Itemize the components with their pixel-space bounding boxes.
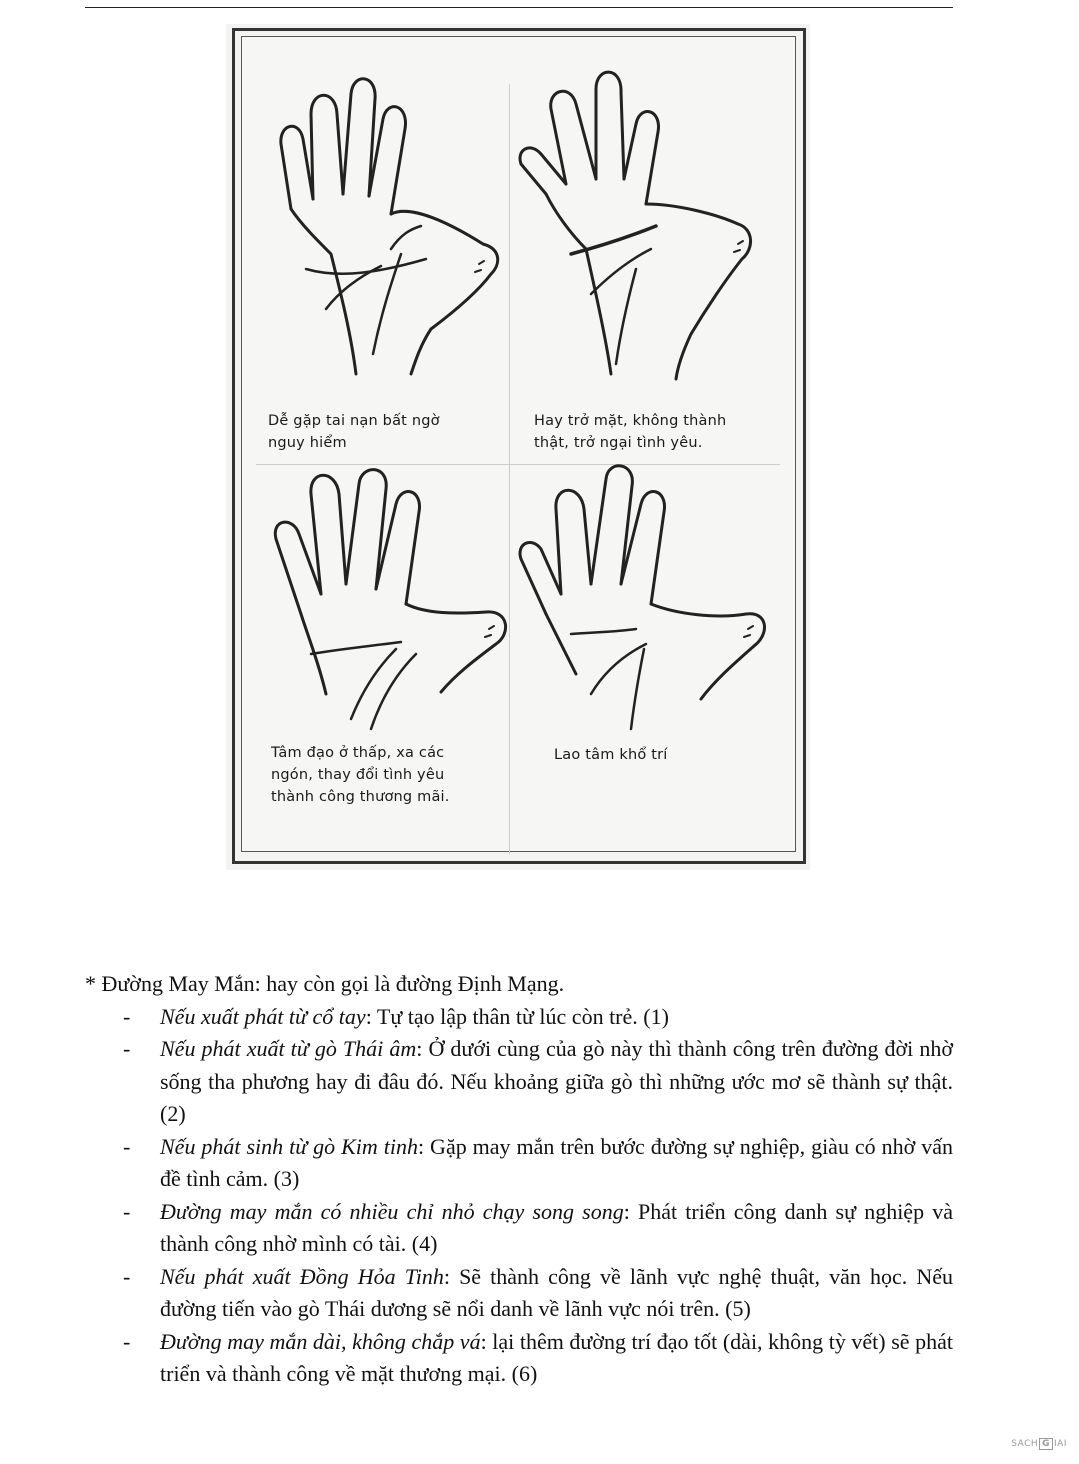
luck-line-section [85,968,953,1391]
item-text: : Gặp may mắn trên bước đường sự nghiệp, giàu có nhờ vấn đề tình cảm. (3) [160,1133,953,1191]
palm-illustration-figure [226,24,810,870]
item-text: : lại thêm đường trí đạo tốt (dài, không tỳ vết) sẽ phát triển và thành công về mặt thương mại. (6) [160,1328,953,1386]
item-text: : Sẽ thành công về lãnh vực nghệ thuật, văn học. Nếu đường tiến vào gò Thái dương sẽ nổi danh về lãnh vực nói trên. (5) [160,1263,953,1321]
item-term: Nếu xuất phát từ cổ tay [160,1003,366,1029]
watermark-right: IAI [1054,1439,1067,1449]
panel-4-caption: Lao tâm khổ trí [554,747,668,763]
palm-panel-1 [251,54,521,474]
list-item [85,1033,953,1131]
list-dash: - [123,1003,131,1029]
palm-hand-2-image [516,54,786,394]
list-item [85,1196,953,1261]
list-item [85,1131,953,1196]
item-term: Nếu phát sinh từ gò Kim tinh [160,1133,418,1159]
watermark-left: SACH [1011,1439,1039,1449]
watermark-mid: G [1039,1438,1053,1450]
item-term: Nếu phát xuất từ gò Thái âm [160,1036,417,1061]
section-intro: * Đường May Mắn: hay còn gọi là đường Định Mạng. [85,971,565,996]
list-dash: - [123,1036,131,1061]
item-term: Đường may mắn có nhiều chỉ nhỏ chạy song song [160,1198,624,1224]
item-text: : Ở dưới cùng của gò này thì thành công trên đường đời nhờ sống tha phương hay đi đâu đó. Nếu khoảng giữa gò thì những ước mơ sẽ thành sự thật. (2) [160,1036,953,1126]
list-item [85,1001,953,1034]
panel-1-caption: Dễ gặp tai nạn bất ngờ nguy hiểm [268,413,440,451]
item-term: Nếu phát xuất Đồng Hỏa Tinh [160,1263,444,1289]
palm-hand-1-image [251,54,521,394]
list-dash: - [123,1198,131,1224]
palm-panel-4 [516,464,786,884]
item-term: Đường may mắn dài, không chắp vá [160,1328,481,1354]
list-dash: - [123,1328,131,1354]
palm-panel-3 [251,464,521,884]
list-item [85,1326,953,1391]
list-dash: - [123,1133,131,1159]
luck-line-list [85,1001,953,1391]
panel-3-caption: Tâm đạo ở thấp, xa các ngón, thay đổi tình yêu thành công thương mãi. [271,745,450,805]
header-rule [85,7,953,8]
panel-2-caption: Hay trở mặt, không thành thật, trở ngại tình yêu. [534,413,727,451]
watermark-logo [1011,1438,1067,1450]
list-item [85,1261,953,1326]
item-text: : Phát triển công danh sự nghiệp và thành công nhờ mình có tài. (4) [160,1198,953,1256]
list-dash: - [123,1263,131,1289]
palm-hand-3-image [251,464,521,744]
item-text: : Tự tạo lập thân từ lúc còn trẻ. (1) [365,1003,669,1029]
palm-hand-4-image [516,464,786,744]
palm-panel-2 [516,54,786,474]
